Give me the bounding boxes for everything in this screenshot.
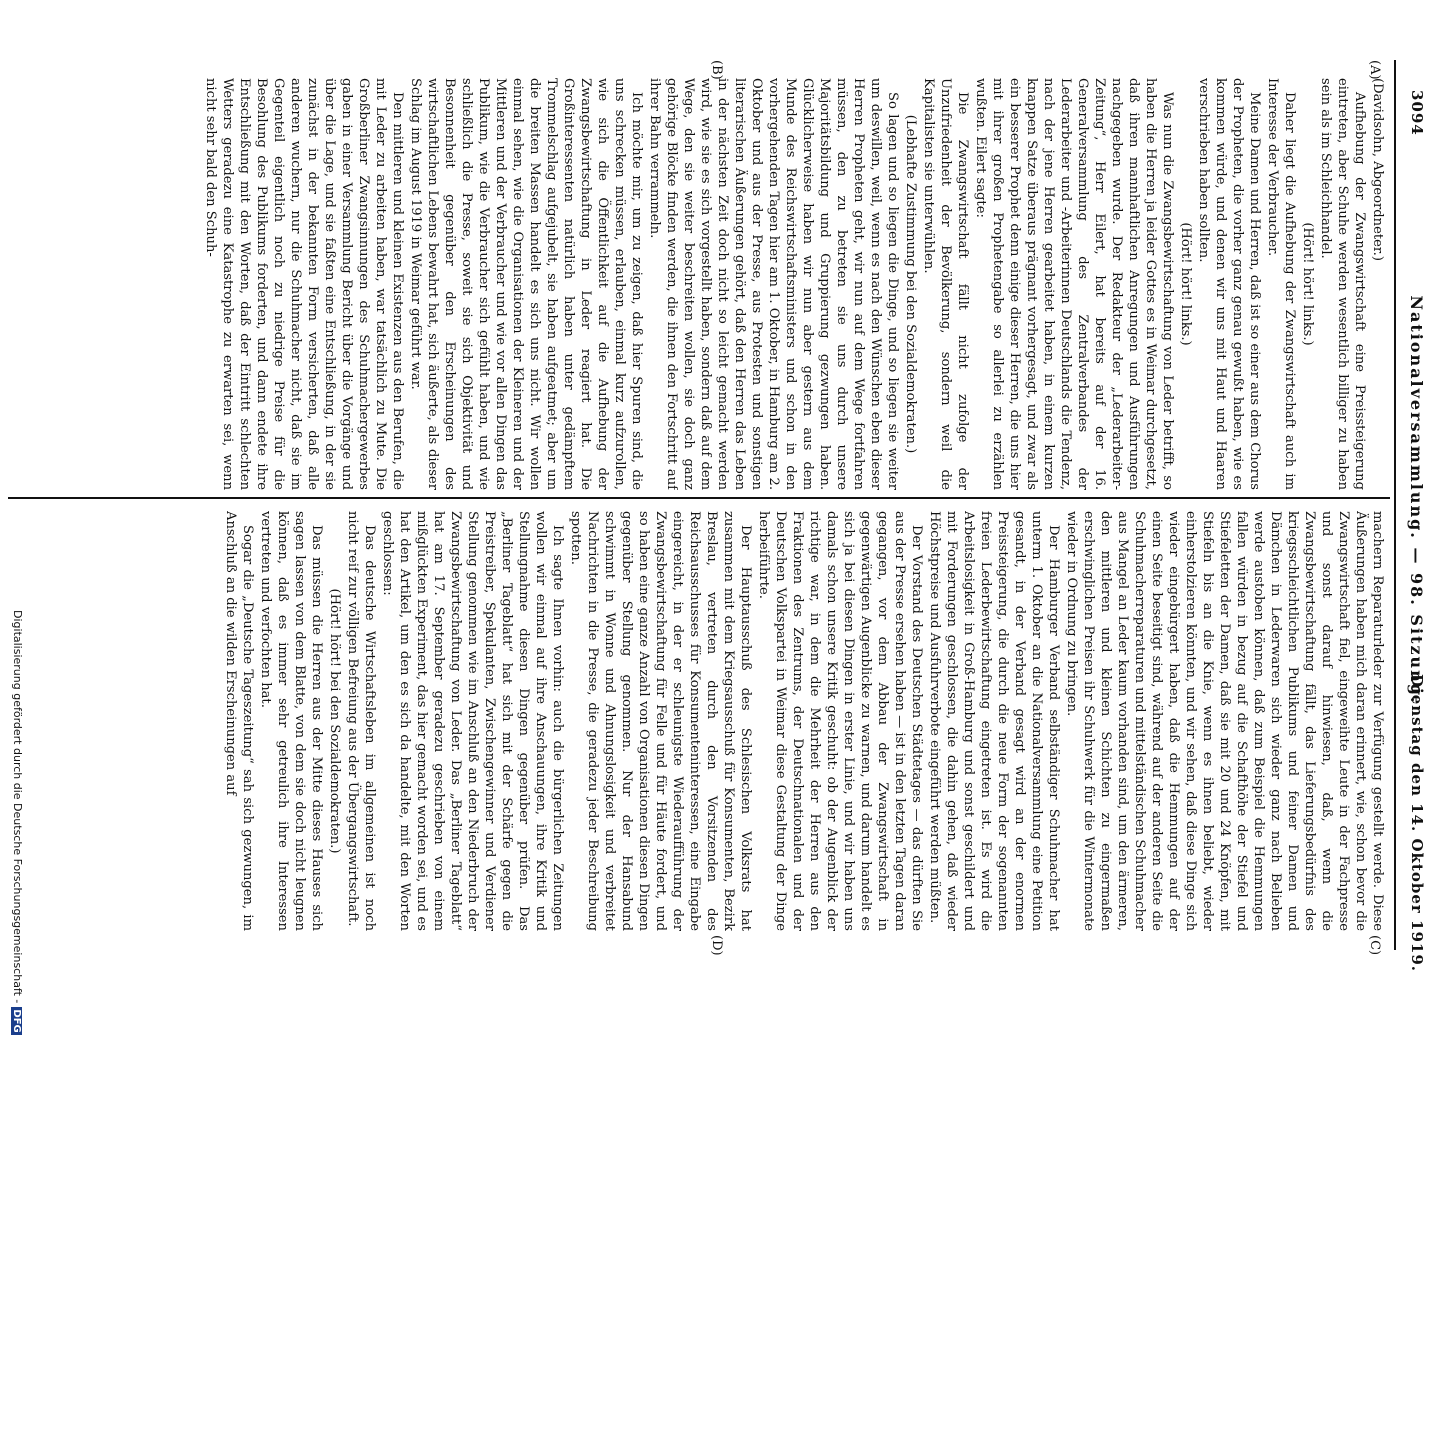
paragraph: Sogar die „Deutsche Tageszeitung“ sah sich gezwungen, im Anschluß an die wilden Erscheinungen auf [223,511,255,931]
paragraph: Was nun die Zwangsbewirtschaftung von Leder betrifft, so haben die Herren ja leider Gottes es in Weimar durchgesetzt, daß ihren mannhaftlichen Anregungen und Ausführungen nachgegeben wurde. Der Redakteur der „Lederarbeiter-Zeitung“, Herr Eilert, hat bereits auf der 16. Generalversammlung des Zentralverbandes der Lederarbeiter und -Arbeiterinnen Deutschlands die Tendenz, nach der jene Herren gearbeitet haben, in einem kurzen knappen Satze überaus prägnant vorhergesagt, und zwar als ein besserer Prophet denn einige dieser Herren, die uns hier mit ihrer großen Prophetengabe so allerlei zu erzählen wußten. Eilert sagte: [973,78,1175,490]
interjection: (Hört! hört! bei den Sozialdemokraten.) [327,588,342,854]
quotation: Die Zwangswirtschaft fällt nicht zufolge der Unzufriedenheit der Bevölkerung, sondern weil die Kapitalisten sie unterwühlen. [921,78,970,490]
page-number: 3094 [1408,90,1426,136]
paragraph: Ich möchte mir, um zu zeigen, daß hier Spuren sind, die uns schrecken müssen, erlauben, einmal kurz aufzurollen, wie sich die Öffentlichkeit auf die Aufhebung der Zwangsbewirtschaftung in Leder reagiert hat. Die Großinteressenten natürlich haben unter gedämpftem Trommelschlag aufgejubelt, sie haben aufgeatmet; aber um die breiten Massen handelt es sich uns nicht. Wir wollen einmal sehen, wie die Organisationen der Kleineren und der Mittleren und der Verbraucher und wie vor allen Dingen das Publikum, wie die Verbraucher sich gefühlt haben, und wie schließlich die Presse, soweit sie sich Objektivität und Besonnenheit gegenüber den Erscheinungen des wirtschaftlichen Lebens bewahrt hat, sich äußerte, als dieser Schlag im August 1919 in Weimar geführt war. [408,78,644,490]
paragraph: Der Hauptausschuß des Schlesischen Volksrats hat zusammen mit dem Kriegsausschuß für Konsumenten, Bezirk Breslau, vertreten durch den Vorsitzenden des Reichsausschusses für Konsumenteninteressen, eine Eingabe eingereicht, in der er schleunigste Wiederaufführung der Zwangsbewirtschaftung für Felle und für Häute fordert, und so haben eine ganze Anzahl von Organisationen diesen Dingen gegenüber Stellung genommen. Nur der Hansabund schwimmt in Wonne und Ahnungslosigkeit und verbreitet Nachrichten in die Presse, die geradezu jeder Beschreibung spotten. [568,511,753,931]
interjection: (Hört! hört! links.) [1178,222,1193,346]
column-divider [8,497,1390,499]
header-rule [1394,60,1396,950]
interjection: (Lebhafte Zustimmung bei den Sozialdemokraten.) [903,114,918,454]
right-column [8,511,1386,931]
paragraph: Der Vorstand des Deutschen Städtetages — das dürften Sie aus der Presse ersehen haben — ist in den letzten Tagen daran gegangen, vor dem Abbau der Zwangswirtschaft in gegenwärtigen Augenblicke zu warnen, und darum handelt es sich ja bei diesen Dingen in erster Linie, und wir haben uns damals schon unsere Kritik geschuht: ob der Augenblick der richtige war, in dem die Mehrheit der Herren aus den Fraktionen des Zentrums, der Deutschnationalen und der Deutschen Volkspartei in Weimar diese Gestaltung der Dinge herbeiführte. [756,511,924,931]
paragraph: Daher liegt die Aufhebung der Zwangswirtschaft auch im Interesse der Verbraucher. [1265,78,1297,490]
paragraph: So lagen und so liegen die Dinge, und so liegen sie weiter um deswillen, weil, wenn es nach den Wünschen eben dieser Herren Propheten geht, wir nun auf dem Wege fortfahren müssen, den zu betreten sie uns durch unsere Majoritätsbildung und Gruppierung gezwungen haben. Glücklicherweise haben wir nun aber gestern aus dem Munde des Reichswirtschaftsministers und schon in den vorhergehenden Tagen hier am 1. Oktober, in Hamburg am 2. Oktober und aus der Presse, aus Protesten und sonstigen literarischen Äußerungen gehört, daß den Herren das Leben in der nächsten Zeit doch nicht so leicht gemacht werden wird, wie sie es sich vorgestellt haben, sondern daß auf dem Wege, den sie weiter beschreiten wollen, sie doch ganz gehörige Blöcke finden werden, die ihnen den Fortschritt auf ihrer Bahn verrammeln. [647,78,900,490]
speaker-name: (Davidsohn, Abgeordneter.) [1370,78,1385,261]
quotation: Das deutsche Wirtschaftsleben im allgemeinen ist noch nicht reif zur völligen Befreiung aus der Übergangswirtschaft. [345,511,377,931]
digitization-credit [8,610,28,1430]
margin-marker-d: (D) [709,935,724,956]
paragraph: Meine Damen und Herren, daß ist so einer aus dem Chorus der Propheten, die vorher ganz genau gewußt haben, wie es kommen würde, und denen wir uns mit Haut und Haaren verschrieben haben sollten. [1196,78,1262,490]
paragraph: Aufhebung der Zwangswirtschaft eine Preissteigerung eintreten, aber Schuhe werden wesentlich billiger zu haben sein als im Schleichhandel. [1318,78,1367,490]
paragraph: Das müssen die Herren aus der Mitte dieses Hauses sich sagen lassen von dem Blatte, von dem sie doch nicht leugnen können, daß es immer sehr getreulich ihre Interessen vertreten und verfochten hat. [258,511,324,931]
paragraph: Der Hamburger Verband selbständiger Schuhmacher hat unterm 1. Oktober an die Nationalversammlung eine Petition gesandt, in der Verband gesagt wird an der enormen Preissteigerung, die durch die neue Form der sogenannten freien Lederbewirtschaftung eingetreten ist. Es wird die Arbeitslosigkeit in Groß-Hamburg und sonst geschildert und mit Forderungen geschlossen, die dahin gehen, daß wieder Höchstpreise und Ausfuhrverbote eingeführt werden müßten. [927,511,1061,931]
paragraph: machern Reparaturleder zur Verfügung gestellt werde. Diese Äußerungen haben mich daran erinnert, wie, schon bevor die Zwangswirtschaft fiel, eingeweihte Leute in der Fachpresse und sonst darauf hinwiesen, daß, wenn die Zwangsbewirtschaftung fällt, das Lieferungsbedürfnis des kriegsschleichtlichen Publikums und feiner Damen und Dämchen in Lederwaren sich wieder ganz nach Belieben werde austoben können, daß zum Beispiel die Hemmungen fallen würden in bezug auf die Schafthöhe der Stiefel und Stiefeletten der Damen, daß sie mit 20 und 24 Knöpfen, mit Stiefeln bis an die Knie, wenn es ihnen beliebt, wieder einherstolzieren könnten, und wir sehen, daß diese Dinge sich wieder eingebürgert haben, daß die Hemmungen auf der einen Seite beseitigt sind, während auf der anderen Seite die Schuhmacherreparaturen und mittelständischen Schuhmacher aus Mangel an Leder kaum vorhanden sind, um den ärmeren, den mittleren und kleinen Schichten zu eingermaßen erschwinglichen Preisen ihr Schuhwerk für die Wintermonate wieder in Ordnung zu bringen. [1064,511,1385,931]
dfg-logo: DFG [11,1009,22,1033]
interjection: (Hört! hört! links.) [1300,222,1315,346]
margin-marker-a: (A) [1367,60,1382,80]
margin-marker-b: (B) [709,60,724,80]
paragraph: Den mittleren und kleinen Existenzen aus den Berufen, die mit Leder zu arbeiten haben, war tatsächlich zu Mute. Die Großberliner Zwangsinnungen des Schuhmachergewerbes gaben in einer Versammlung Bericht über die Vorgänge und über die Lage, und sie faßten eine Entschließung, in der sie zunächst in der bekannten Form versicherten, daß alle anderen wuchern, nur die Schuhmacher nicht, daß sie im Gegenteil eigentlich noch zu niedrige Preise für die Besohlung des Publikums forderten, und dann endete ihre Entschließung mit den Worten, daß der Eintritt schlechten Wetters geradezu eine Katastrophe zu erwarten sei, wenn nicht sehr bald den Schuh- [203,78,405,490]
credit-text: Digitalisierung gefördert durch die Deutsche Forschungsgemeinschaft - [11,610,24,1004]
page-header [1402,0,1426,1000]
page-title: Nationalversammlung. — 98. Sitzung. [1407,295,1426,705]
left-column [8,78,1386,490]
session-date: Dienstag den 14. Oktober 1919. [1408,674,1426,972]
margin-marker-c: (C) [1367,935,1382,956]
paragraph: Ich sagte Ihnen vorhin: auch die bürgerlichen Zeitungen wollen wir einmal auf ihre Anschauungen, ihre Kritik und Stellungnahme diesen Dingen gegenüber prüfen. Das „Berliner Tageblatt“ hat sich mit der Schärfe gegen die Preistreiber, Spekulanten, Zwischengewinner und Verdiener Stellung genommen wie im Anschluß an den Niederbruch der Zwangsbewirtschaftung von Leder. Das „Berliner Tageblatt“ hat am 17. September geradezu geschrieben von einem mißglückten Experiment, das hier gemacht worden sei, und es hat den Artikel, um den es sich da handelte, mit den Worten geschlossen: [380,511,565,931]
